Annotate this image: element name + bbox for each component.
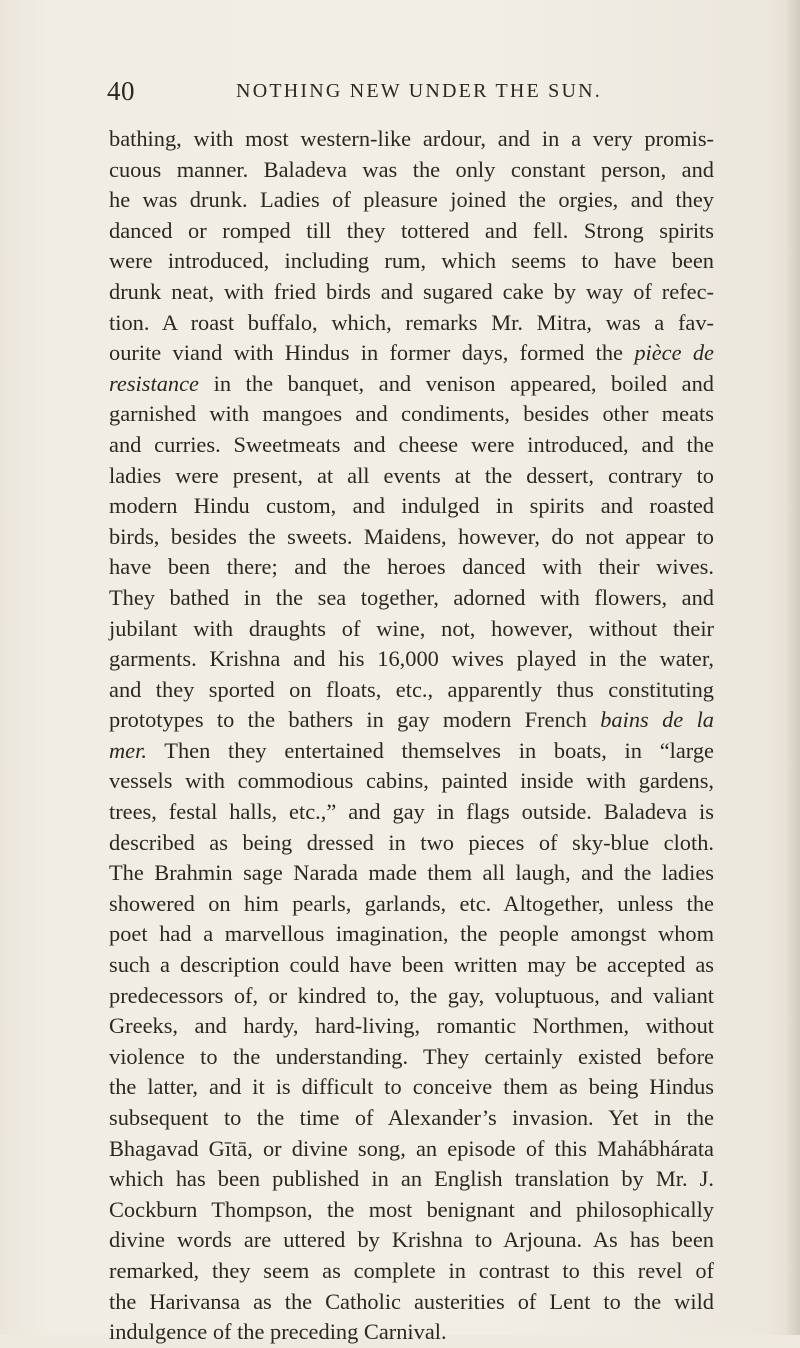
text-line: trees, festal halls, etc.,” and gay in flags outside. Baladeva is [109,799,714,825]
text-line: predecessors of, or kindred to, the gay, voluptuous, and valiant [109,982,714,1008]
text-line: violence to the understanding. They certainly existed before [109,1043,714,1069]
text-segment: in the banquet, and venison appeared, boiled and [213,370,714,396]
text-line: bathing, with most western-like ardour, and in a very promis- [109,126,714,151]
page-number: 40 [107,76,135,106]
text-line: They bathed in the sea together, adorned with flowers, and [109,584,714,610]
text-line-with-italic [109,369,714,400]
text-line: subsequent to the time of Alexander’s invasion. Yet in the [109,1105,714,1130]
text-line-with-italic [109,736,714,767]
body-text [109,124,714,1348]
text-line: showered on him pearls, garlands, etc. Altogether, unless the [109,890,714,916]
text-segment: ourite viand with Hindus in former days, formed the [109,340,623,366]
text-line: the Harivansa as the Catholic austerities of Lent to the wild [109,1288,714,1314]
text-line: divine words are uttered by Krishna to Arjouna. As has been [109,1227,714,1253]
text-line-with-italic [109,338,714,369]
text-line: Cockburn Thompson, the most benignant and philosophically [109,1196,714,1222]
page-edge-shadow [786,0,800,1335]
text-line: and curries. Sweetmeats and cheese were introduced, and the [109,431,714,457]
text-line-with-italic [109,705,714,736]
text-line: and they sported on floats, etc., apparently thus constituting [109,676,714,702]
text-line: ladies were present, at all events at the dessert, contrary to [109,462,714,488]
italic-phrase: bains de la [600,707,714,733]
text-line: remarked, they seem as complete in contrast to this revel of [109,1257,714,1283]
text-line: which has been published in an English translation by Mr. J. [109,1166,714,1192]
text-line: poet had a marvellous imagination, the people amongst whom [109,921,714,947]
italic-phrase: pièce de [634,340,714,366]
text-line: The Brahmin sage Narada made them all laugh, and the ladies [109,860,714,886]
text-line: described as being dressed in two pieces of sky-blue cloth. [109,829,714,855]
text-line: jubilant with draughts of wine, not, however, without their [109,615,714,641]
text-line: modern Hindu custom, and indulged in spirits and roasted [109,493,714,519]
text-line: vessels with commodious cabins, painted inside with gardens, [109,768,714,794]
italic-phrase: resistance [109,370,199,396]
page-header [0,76,800,116]
text-line: Greeks, and hardy, hard-living, romantic Northmen, without [109,1013,714,1039]
text-line: such a description could have been written may be accepted as [109,952,714,978]
text-line: have been there; and the heroes danced with their wives. [109,554,714,580]
text-line: cuous manner. Baladeva was the only constant person, and [109,156,714,182]
text-line: drunk neat, with fried birds and sugared cake by way of refec- [109,278,714,304]
text-line: the latter, and it is difficult to conceive them as being Hindus [109,1074,714,1100]
text-line: tion. A roast buffalo, which, remarks Mr. Mitra, was a fav- [109,309,714,335]
text-segment: Then they entertained themselves in boats, in “large [164,737,714,763]
text-line: danced or romped till they tottered and fell. Strong spirits [109,217,714,243]
italic-phrase: mer. [109,737,147,763]
text-line: Bhagavad Gītā, or divine song, an episode of this Mahábhárata [109,1135,714,1161]
text-line: garnished with mangoes and condiments, besides other meats [109,401,714,427]
text-segment: prototypes to the bathers in gay modern French [109,707,587,733]
text-line: birds, besides the sweets. Maidens, however, do not appear to [109,523,714,549]
text-line: were introduced, including rum, which seems to have been [109,248,714,274]
text-line: garments. Krishna and his 16,000 wives played in the water, [109,646,714,672]
running-head: NOTHING NEW UNDER THE SUN. [236,80,602,102]
text-line: he was drunk. Ladies of pleasure joined the orgies, and they [109,187,714,213]
text-line: indulgence of the preceding Carnival. [109,1319,447,1345]
